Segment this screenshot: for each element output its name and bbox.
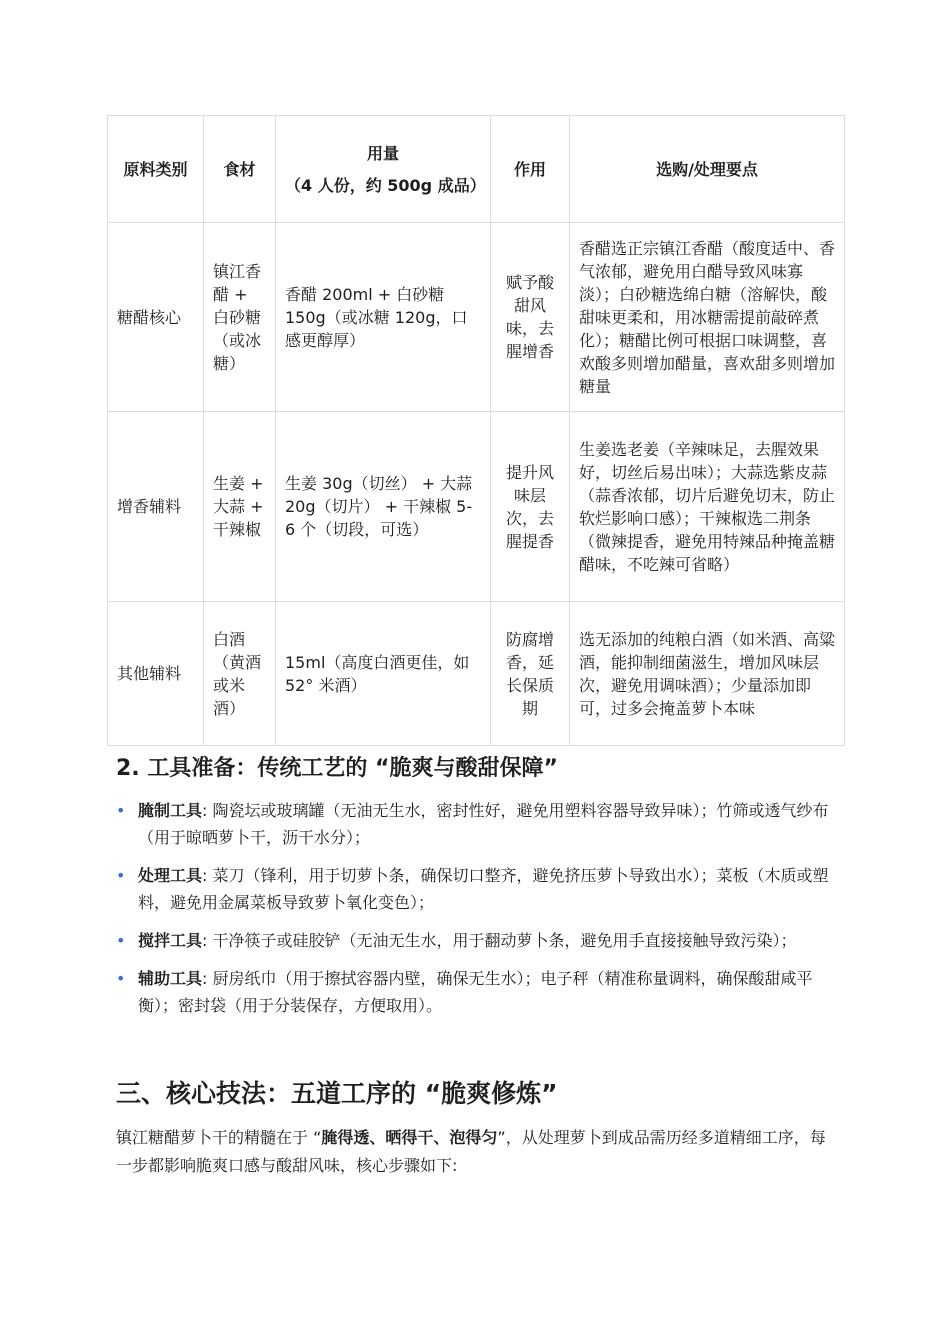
intro-prefix: 镇江糖醋萝卜干的精髓在于 “: [116, 1128, 322, 1147]
header-amount-title: 用量: [366, 143, 399, 163]
table-header-row: [108, 116, 845, 223]
cell-amount: 香醋 200ml + 白砂糖 150g（或冰糖 120g，口感更醇厚）: [276, 223, 491, 412]
tools-section-title: 2. 工具准备：传统工艺的 “脆爽与酸甜保障”: [116, 756, 558, 781]
header-category: 原料类别: [108, 116, 204, 223]
header-amount: [276, 116, 491, 223]
intro-bold: 腌得透、晒得干、泡得匀: [321, 1128, 498, 1147]
cell-effect: 赋予酸甜风味，去腥增香: [491, 223, 570, 412]
tool-desc: : 干净筷子或硅胶铲（无油无生水，用于翻动萝卜条，避免用手直接接触导致污染）；: [202, 931, 797, 950]
header-tips: 选购/处理要点: [570, 116, 845, 223]
table-row: [108, 602, 845, 746]
header-amount-sub: （4 人份，约 500g 成品）: [285, 175, 486, 195]
chapter-title: 三、核心技法：五道工序的 “脆爽修炼”: [116, 1079, 558, 1108]
list-item: [116, 862, 832, 916]
bullet-icon: •: [116, 866, 126, 885]
tools-list: [116, 797, 832, 1030]
table-row: [108, 412, 845, 602]
cell-tips: 选无添加的纯粮白酒（如米酒、高粱酒，能抑制细菌滋生，增加风味层次，避免用调味酒）；少量添加即可，过多会掩盖萝卜本味: [570, 602, 845, 746]
cell-category: 增香辅料: [108, 412, 204, 602]
list-item: [116, 965, 832, 1019]
cell-effect: 提升风味层次，去腥提香: [491, 412, 570, 602]
list-item: [116, 797, 832, 851]
chapter-intro: [116, 1124, 832, 1180]
tool-desc: : 厨房纸巾（用于擦拭容器内壁，确保无生水）；电子秤（精准称量调料，确保酸甜咸平衡）；密封袋（用于分装保存，方便取用）。: [138, 969, 813, 1015]
cell-ingredient: 生姜 + 大蒜 + 干辣椒: [204, 412, 276, 602]
tool-name: 辅助工具: [138, 969, 203, 988]
cell-amount: 生姜 30g（切丝） + 大蒜 20g（切片） + 干辣椒 5-6 个（切段，可选）: [276, 412, 491, 602]
list-item: [116, 927, 832, 954]
cell-category: 其他辅料: [108, 602, 204, 746]
bullet-icon: •: [116, 801, 126, 820]
cell-tips: 香醋选正宗镇江香醋（酸度适中、香气浓郁，避免用白醋导致风味寡淡）；白砂糖选绵白糖（溶解快，酸甜味更柔和，用冰糖需提前敲碎煮化）；糖醋比例可根据口味调整，喜欢酸多则增加醋量，喜欢甜多则增加糖量: [570, 223, 845, 412]
tool-name: 腌制工具: [138, 801, 203, 820]
cell-tips: 生姜选老姜（辛辣味足，去腥效果好，切丝后易出味）；大蒜选紫皮蒜（蒜香浓郁，切片后避免切末，防止软烂影响口感）；干辣椒选二荆条（微辣提香，避免用特辣品种掩盖糖醋味，不吃辣可省略）: [570, 412, 845, 602]
bullet-icon: •: [116, 969, 126, 988]
tool-name: 处理工具: [138, 866, 203, 885]
tool-desc: : 陶瓷坛或玻璃罐（无油无生水，密封性好，避免用塑料容器导致异味）；竹筛或透气纱布（用于晾晒萝卜干，沥干水分）；: [138, 801, 829, 847]
tool-desc: : 菜刀（锋利，用于切萝卜条，确保切口整齐，避免挤压萝卜导致出水）；菜板（木质或塑料，避免用金属菜板导致萝卜氧化变色）；: [138, 866, 829, 912]
cell-ingredient: 白酒（黄酒或米酒）: [204, 602, 276, 746]
cell-category: 糖醋核心: [108, 223, 204, 412]
tool-name: 搅拌工具: [138, 931, 203, 950]
bullet-icon: •: [116, 931, 126, 950]
header-ingredient: 食材: [204, 116, 276, 223]
cell-ingredient: 镇江香醋 + 白砂糖（或冰糖）: [204, 223, 276, 412]
intro-suffix: ”，从处理萝卜到成品需历经多道精细工序，每一步都影响脆爽口感与酸甜风味，核心步骤如下:: [116, 1128, 826, 1175]
cell-amount: 15ml（高度白酒更佳，如 52° 米酒）: [276, 602, 491, 746]
header-effect: 作用: [491, 116, 570, 223]
cell-effect: 防腐增香，延长保质期: [491, 602, 570, 746]
table-row: [108, 223, 845, 412]
ingredients-table: [107, 115, 845, 746]
